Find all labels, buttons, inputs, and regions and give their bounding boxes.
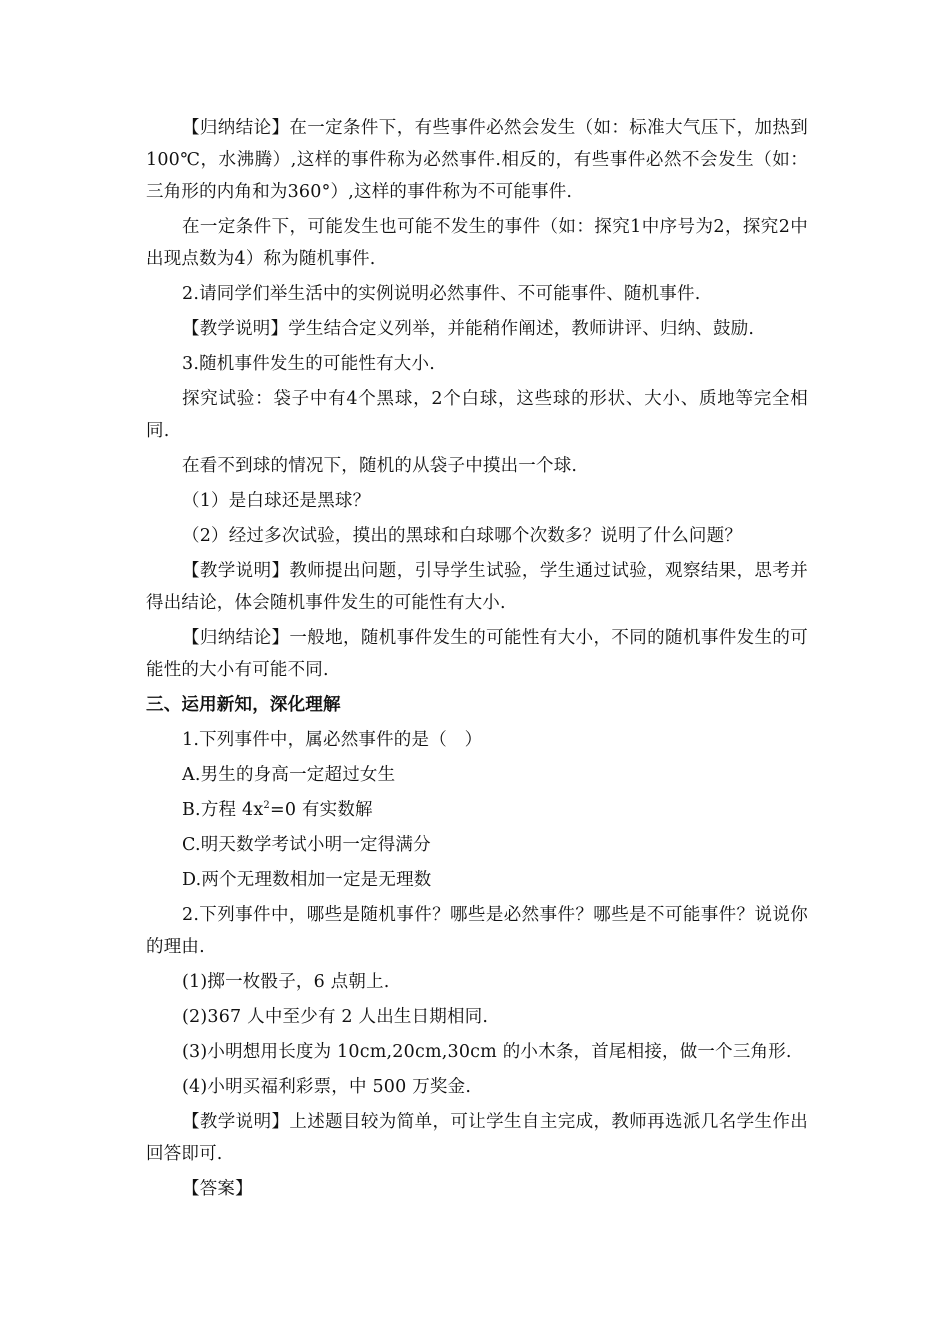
question-1: 1.下列事件中，属必然事件的是（ ）: [182, 730, 483, 750]
document-body: [146, 112, 808, 1208]
option-b-text-end: =0 有实数解: [269, 800, 373, 820]
question-2-item-4: (4)小明买福利彩票，中 500 万奖金.: [182, 1077, 472, 1097]
option-b-text: B.方程 4x: [182, 800, 264, 820]
question-1-option-c: C.明天数学考试小明一定得满分: [182, 835, 431, 855]
question-1-option-b: [146, 794, 808, 826]
experiment-question-2: （2）经过多次试验，摸出的黑球和白球哪个次数多？说明了什么问题？: [182, 526, 743, 546]
option-b-exponent: 2: [263, 800, 270, 812]
task-2-examples: 2.请同学们举生活中的实例说明必然事件、不可能事件、随机事件.: [182, 284, 701, 304]
teaching-note-2: 【教学说明】教师提出问题，引导学生试验，学生通过试验，观察结果，思考并得出结论，体会随机事件发生的可能性有大小.: [146, 561, 808, 613]
teaching-note-3: 【教学说明】上述题目较为简单，可让学生自主完成，教师再选派几名学生作出回答即可.: [146, 1112, 808, 1164]
experiment-description: 探究试验：袋子中有4个黑球，2个白球，这些球的形状、大小、质地等完全相同.: [146, 389, 808, 441]
answer-label: 【答案】: [182, 1179, 253, 1199]
question-1-option-d: D.两个无理数相加一定是无理数: [182, 870, 432, 890]
question-1-option-a: A.男生的身高一定超过女生: [182, 765, 396, 785]
section-3-heading: 三、运用新知，深化理解: [146, 695, 341, 715]
conclusion-paragraph-2: 【归纳结论】一般地，随机事件发生的可能性有大小，不同的随机事件发生的可能性的大小有可能不同.: [146, 628, 808, 680]
experiment-question-1: （1）是白球还是黑球？: [182, 491, 371, 511]
teaching-note-1: 【教学说明】学生结合定义列举，并能稍作阐述，教师讲评、归纳、鼓励.: [182, 319, 755, 339]
task-3-title: 3.随机事件发生的可能性有大小.: [182, 354, 435, 374]
conclusion-paragraph-1: 【归纳结论】在一定条件下，有些事件必然会发生（如：标准大气压下，加热到100℃，水沸腾）,这样的事件称为必然事件.相反的，有些事件必然不会发生（如：三角形的内角和为360°）,这样的事件称为不可能事件.: [146, 118, 808, 202]
random-event-definition: 在一定条件下，可能发生也可能不发生的事件（如：探究1中序号为2，探究2中出现点数为4）称为随机事件.: [146, 217, 808, 269]
question-2: 2.下列事件中，哪些是随机事件？哪些是必然事件？哪些是不可能事件？说说你的理由.: [146, 905, 808, 957]
question-2-item-3: (3)小明想用长度为 10cm,20cm,30cm 的小木条，首尾相接，做一个三角形.: [182, 1042, 792, 1062]
experiment-instruction: 在看不到球的情况下，随机的从袋子中摸出一个球.: [182, 456, 578, 476]
question-2-item-2: (2)367 人中至少有 2 人出生日期相同.: [182, 1007, 489, 1027]
question-2-item-1: (1)掷一枚骰子，6 点朝上.: [182, 972, 390, 992]
